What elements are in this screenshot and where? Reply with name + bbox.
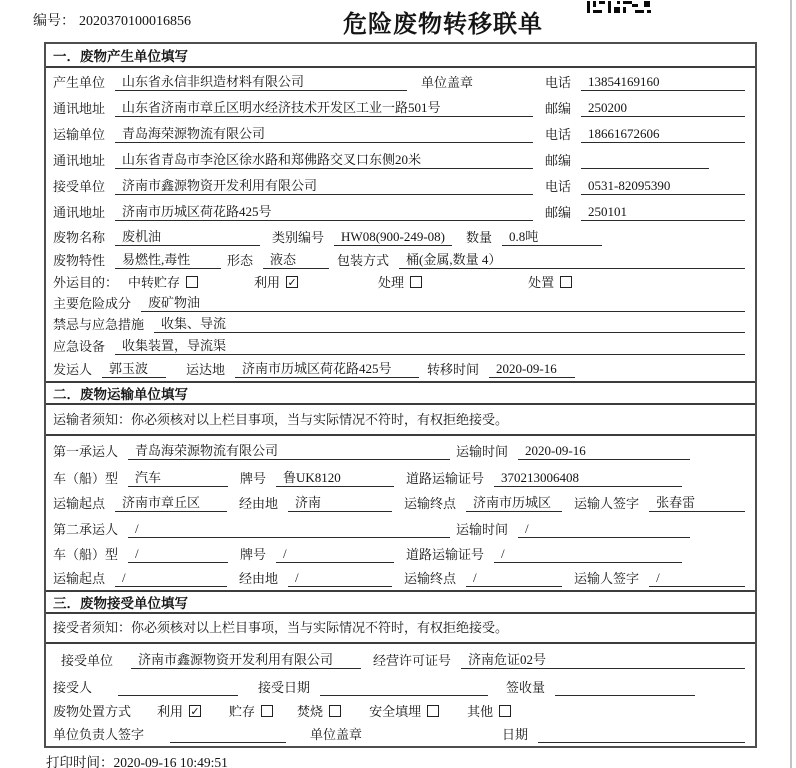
plate-label: 牌号	[240, 471, 267, 487]
hazard-label: 主要危险成分	[53, 296, 132, 312]
category-label: 类别编号	[272, 230, 325, 246]
disposal-label: 废物处置方式	[53, 704, 132, 720]
receiver-notice-text: 接受者须知：你必须核对以上栏目事项，当与实际情况不符时，有权拒绝接受。	[53, 620, 509, 636]
checkbox-icon	[189, 705, 201, 717]
checkbox-icon	[427, 705, 439, 717]
purpose-label: 外运目的：	[53, 275, 119, 291]
checkbox-icon	[560, 276, 572, 288]
recipient-label: 接受人	[53, 680, 93, 696]
unit-seal-label: 单位盖章	[310, 727, 363, 743]
vehicle-type-label: 车（船）型	[53, 547, 119, 563]
transfer-time-value: 2020-09-16	[489, 361, 575, 378]
transporter-zip-value	[581, 153, 709, 169]
via1-value: 济南	[288, 495, 392, 512]
traits-label: 废物特性	[53, 253, 106, 269]
endpoint2-value: /	[466, 570, 562, 587]
doc-number-label: 编号：	[33, 14, 75, 29]
row-vehicle2	[46, 541, 755, 566]
option-label: 利用	[254, 275, 281, 291]
producer-zip-value: 250200	[581, 100, 745, 117]
receiver-phone-value: 0531-82095390	[581, 178, 745, 195]
via-label: 经由地	[239, 571, 279, 587]
transport-time2-value: /	[518, 521, 690, 538]
plate1-value: 鲁UK8120	[276, 470, 394, 487]
road-permit2-value: /	[494, 546, 682, 563]
section-3-header: 三．废物接受单位填写	[46, 590, 755, 614]
waste-name-label: 废物名称	[53, 230, 106, 246]
destination-value: 济南市历城区荷花路425号	[235, 361, 419, 378]
option-label: 处置	[528, 275, 555, 291]
transport-time1-value: 2020-09-16	[518, 443, 690, 460]
destination-label: 运达地	[186, 362, 226, 378]
checkbox-mark: ✓	[190, 704, 200, 718]
quantity-value: 0.8吨	[502, 229, 602, 246]
row-emergency-measures	[46, 315, 755, 336]
packing-label: 包装方式	[337, 253, 390, 269]
row-waste-traits	[46, 249, 755, 272]
vehicle-type1-value: 汽车	[128, 470, 228, 487]
transporter-label: 运输单位	[53, 127, 106, 143]
taboo-label: 禁忌与应急措施	[53, 317, 145, 333]
road-permit-label: 道路运输证号	[406, 547, 485, 563]
accept-date-label: 接受日期	[258, 680, 311, 696]
recipient-value	[118, 680, 238, 696]
vehicle-type-label: 车（船）型	[53, 471, 119, 487]
manifest-table	[44, 42, 757, 748]
carrier-sign-label: 运输人签字	[574, 496, 640, 512]
manager-sign-value	[170, 727, 286, 743]
receiver-value: 济南市鑫源物资开发利用有限公司	[115, 178, 533, 195]
packing-value: 桶(金属,数量 4）	[399, 252, 745, 269]
checkbox-icon	[186, 276, 198, 288]
checkbox-icon	[329, 705, 341, 717]
print-time: 打印时间：2020-09-16 10:49:51	[46, 755, 228, 768]
checkbox-option-treat	[378, 275, 422, 291]
transport-time-label: 运输时间	[456, 522, 509, 538]
receiver-address-value: 济南市历城区荷花路425号	[115, 204, 533, 221]
checkbox-option-other	[467, 704, 511, 720]
row-emergency-equipment	[46, 336, 755, 358]
row-transporter-address	[46, 146, 755, 172]
checkbox-option-store	[229, 704, 273, 720]
carrier-sign2-value: /	[649, 570, 745, 587]
accepting-unit-value: 济南市鑫源物资开发利用有限公司	[131, 652, 361, 669]
vehicle-type2-value: /	[128, 546, 228, 563]
date-label: 日期	[502, 727, 529, 743]
row-receiver	[46, 172, 755, 198]
origin2-value: /	[115, 570, 227, 587]
qr-code-icon	[587, 0, 651, 12]
checkbox-icon	[410, 276, 422, 288]
taboo-value: 收集、导流	[154, 316, 745, 333]
checkbox-icon	[286, 276, 298, 288]
row-recipient	[46, 672, 755, 699]
address-label: 通讯地址	[53, 101, 106, 117]
row-second-carrier	[46, 515, 755, 541]
unit-seal-note: 单位盖章	[421, 75, 474, 91]
option-label: 焚烧	[297, 704, 324, 720]
road-permit-label: 道路运输证号	[406, 471, 485, 487]
option-label: 处理	[378, 275, 405, 291]
row-route1	[46, 490, 755, 515]
accepting-unit-label: 接受单位	[61, 653, 114, 669]
zip-label: 邮编	[545, 101, 572, 117]
plate2-value: /	[276, 546, 394, 563]
row-accepting-unit	[46, 644, 755, 672]
producer-phone-value: 13854169160	[581, 74, 745, 91]
page-title: 危险废物转移联单	[343, 11, 543, 38]
phone-label: 电话	[545, 75, 572, 91]
via2-value: /	[288, 570, 392, 587]
section-2-header: 二．废物运输单位填写	[46, 381, 755, 405]
checkbox-icon	[261, 705, 273, 717]
equipment-label: 应急设备	[53, 339, 106, 355]
origin-label: 运输起点	[53, 571, 106, 587]
transport-time-label: 运输时间	[456, 444, 509, 460]
producer-address-value: 山东省济南市章丘区明水经济技术开发区工业一路501号	[115, 100, 533, 117]
endpoint1-value: 济南市历城区	[466, 495, 562, 512]
checkbox-option-transit-storage	[128, 275, 198, 291]
endpoint-label: 运输终点	[404, 496, 457, 512]
date-value	[538, 727, 745, 743]
row-first-carrier	[46, 436, 755, 463]
row-transfer-purpose	[46, 272, 755, 294]
permit-label: 经营许可证号	[373, 653, 452, 669]
zip-label: 邮编	[545, 205, 572, 221]
endpoint-label: 运输终点	[404, 571, 457, 587]
checkbox-option-utilize	[157, 704, 201, 720]
origin-label: 运输起点	[53, 496, 106, 512]
carrier1-value: 青岛海荣源物流有限公司	[128, 443, 450, 460]
row-producer	[46, 68, 755, 94]
address-label: 通讯地址	[53, 153, 106, 169]
checkbox-icon	[499, 705, 511, 717]
row-waste-name	[46, 224, 755, 249]
row-transporter-notice	[46, 405, 755, 436]
quantity-label: 数量	[466, 230, 493, 246]
option-label: 中转贮存	[128, 275, 181, 291]
producer-value: 山东省永信非织造材料有限公司	[115, 74, 407, 91]
accept-date-value	[320, 680, 488, 696]
transfer-time-label: 转移时间	[427, 362, 480, 378]
hazard-value: 废矿物油	[141, 295, 745, 312]
row-producer-address	[46, 94, 755, 120]
phone-label: 电话	[545, 179, 572, 195]
row-vehicle1	[46, 463, 755, 490]
shipper-value: 郭玉波	[102, 361, 166, 378]
option-label: 利用	[157, 704, 184, 720]
row-shipper	[46, 358, 755, 381]
row-receiver-notice	[46, 614, 755, 644]
row-receiver-address	[46, 198, 755, 224]
via-label: 经由地	[239, 496, 279, 512]
row-disposal-method	[46, 699, 755, 723]
row-route2	[46, 566, 755, 590]
transporter-address-value: 山东省青岛市李沧区徐水路和郑佛路交叉口东侧20米	[115, 152, 533, 169]
phone-label: 电话	[545, 127, 572, 143]
carrier-sign1-value: 张春雷	[649, 495, 745, 512]
carrier2-value: /	[128, 521, 450, 538]
transporter-notice-text: 运输者须知：你必须核对以上栏目事项，当与实际情况不符时，有权拒绝接受。	[53, 411, 509, 427]
traits-value: 易燃性,毒性	[115, 252, 221, 269]
option-label: 其他	[467, 704, 494, 720]
manager-sign-label: 单位负责人签字	[53, 727, 145, 743]
checkbox-mark: ✓	[287, 275, 297, 289]
plate-label: 牌号	[240, 547, 267, 563]
checkbox-option-incinerate	[297, 704, 341, 720]
row-hazard-components	[46, 294, 755, 315]
equipment-value: 收集装置，导流渠	[115, 338, 745, 355]
signed-amount-label: 签收量	[506, 680, 546, 696]
origin1-value: 济南市章丘区	[115, 495, 227, 512]
receiver-label: 接受单位	[53, 179, 106, 195]
transporter-phone-value: 18661672606	[581, 126, 745, 143]
permit-value: 济南危证02号	[461, 652, 745, 669]
road-permit1-value: 370213006408	[494, 470, 682, 487]
shipper-label: 发运人	[53, 362, 93, 378]
checkbox-option-dispose	[528, 275, 572, 291]
checkbox-option-landfill	[369, 704, 439, 720]
address-label: 通讯地址	[53, 205, 106, 221]
category-value: HW08(900-249-08)	[334, 229, 452, 246]
zip-label: 邮编	[545, 153, 572, 169]
receiver-zip-value: 250101	[581, 204, 745, 221]
carrier2-label: 第二承运人	[53, 522, 119, 538]
row-manager-signature	[46, 723, 755, 746]
carrier1-label: 第一承运人	[53, 444, 119, 460]
row-transporter	[46, 120, 755, 146]
checkbox-option-utilize	[254, 275, 298, 291]
section-1-header: 一．废物产生单位填写	[46, 44, 755, 68]
scan-edge-artifact	[790, 0, 792, 768]
signed-amount-value	[555, 680, 695, 696]
transporter-value: 青岛海荣源物流有限公司	[115, 126, 533, 143]
form-label: 形态	[227, 253, 254, 269]
doc-number-value: 2020370100016856	[79, 14, 191, 29]
carrier-sign-label: 运输人签字	[574, 571, 640, 587]
producer-label: 产生单位	[53, 75, 106, 91]
form-value: 液态	[263, 252, 329, 269]
option-label: 安全填埋	[369, 704, 422, 720]
waste-name-value: 废机油	[115, 229, 260, 246]
option-label: 贮存	[229, 704, 256, 720]
